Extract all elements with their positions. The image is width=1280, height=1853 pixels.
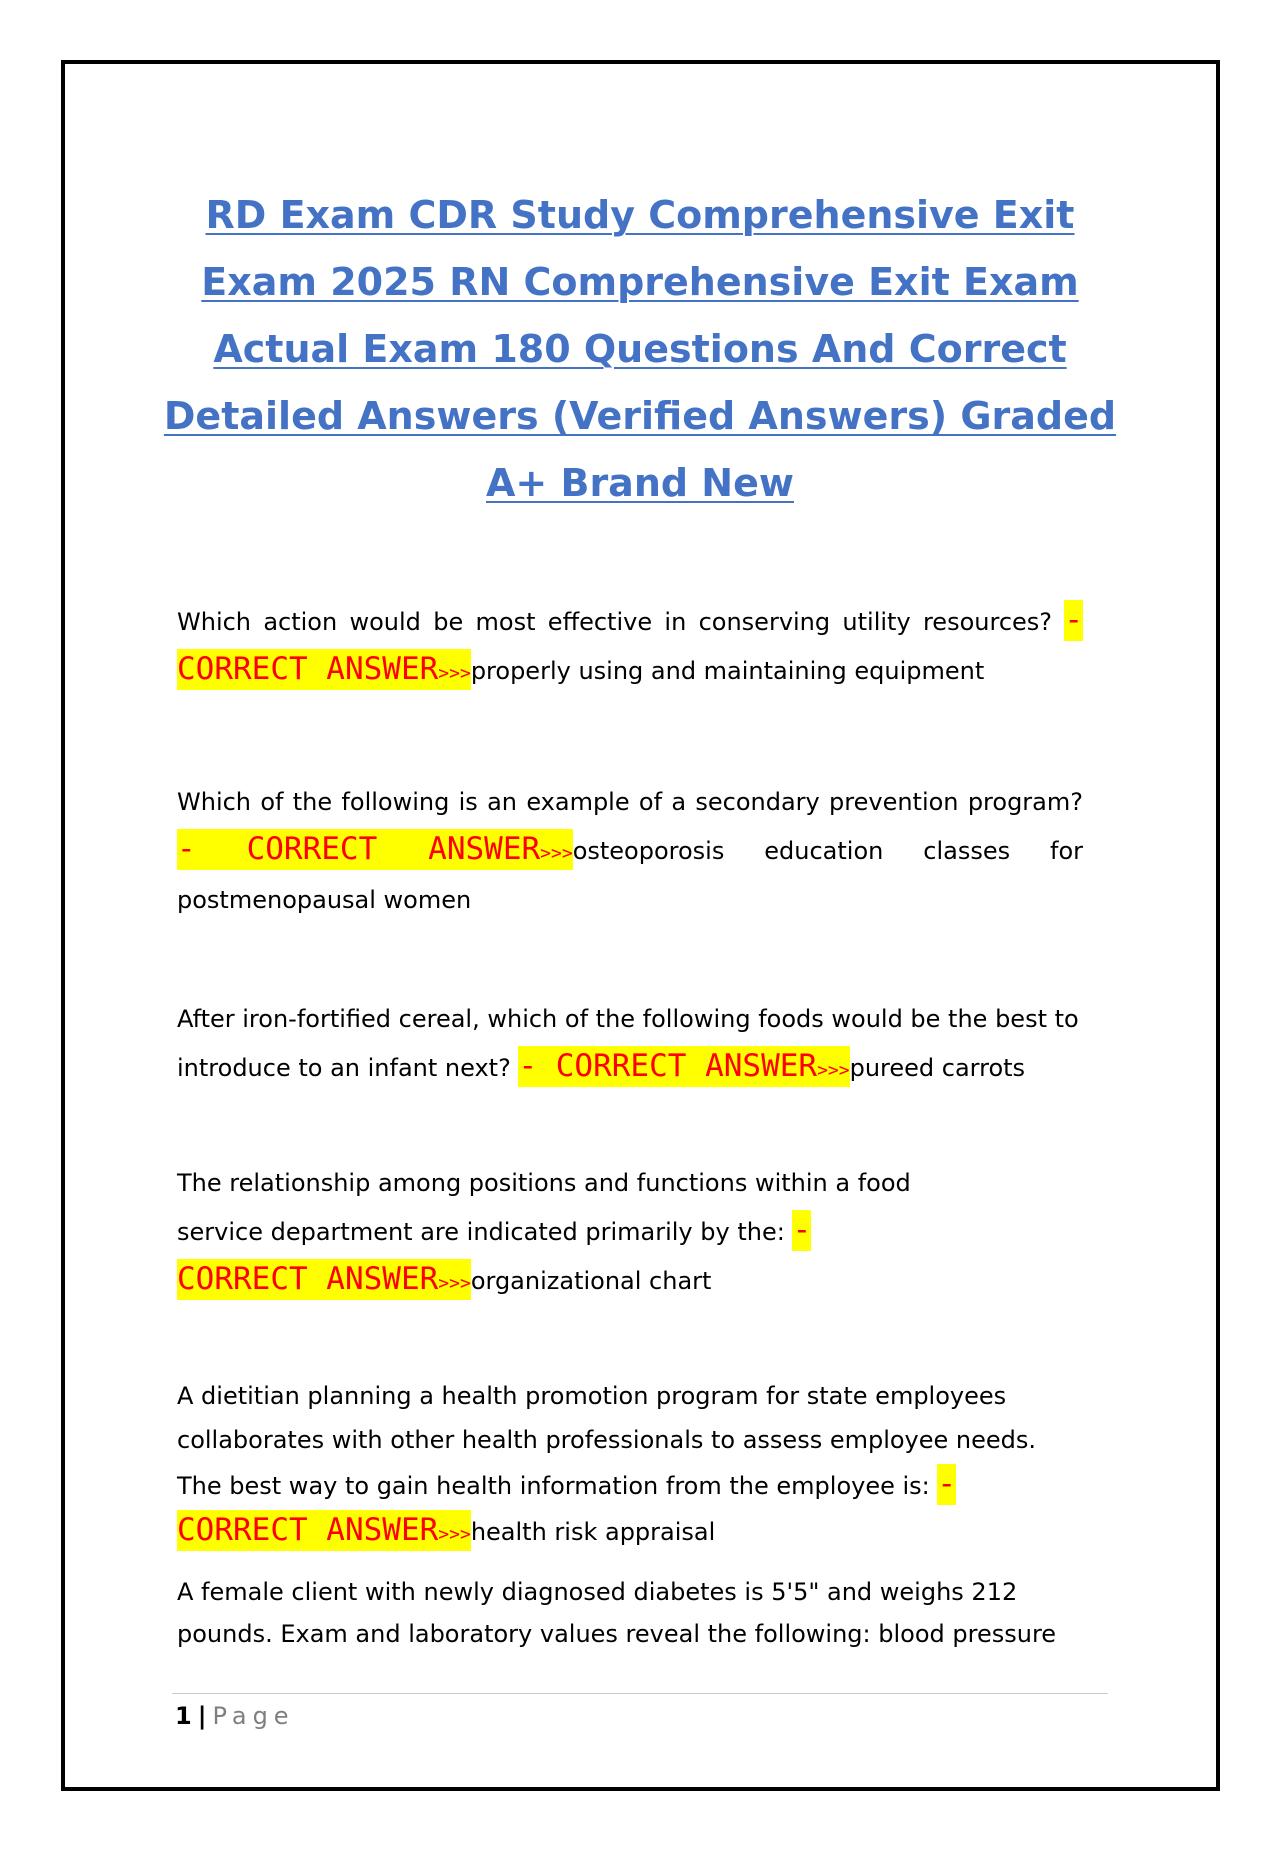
question-text: The relationship among positions and functions within a food service department are indicated primarily by the: (177, 1169, 911, 1246)
question-text: A female client with newly diagnosed diabetes is 5'5" and weighs 212 pounds. Exam and laboratory values reveal the following: blood pressure (177, 1578, 1057, 1648)
answer-text: organizational chart (470, 1267, 712, 1295)
answer-text: pureed carrots (849, 1054, 1026, 1082)
page-number: 1 (175, 1702, 192, 1730)
correct-answer-marker: - CORRECT ANSWER>>> (518, 1046, 849, 1087)
question-text: A dietitian planning a health promotion program for state employees collaborates with other health professionals to assess employee needs. The best way to gain health information from the employee is: (177, 1382, 1037, 1500)
document-title (150, 182, 1130, 517)
answer-text: osteoporosis education classes for postmenopausal women (177, 837, 1083, 914)
correct-answer-marker: - CORRECT ANSWER>>> (177, 829, 573, 870)
footer-separator: | (197, 1702, 207, 1730)
qa-item-2 (177, 779, 1083, 924)
page-footer (175, 1702, 295, 1730)
page-label: Page (212, 1702, 295, 1730)
correct-answer-marker: - CORRECT ANSWER>>> (177, 1210, 811, 1300)
correct-answer-marker: - CORRECT ANSWER>>> (177, 1464, 956, 1551)
document-title-text: RD Exam CDR Study Comprehensive Exit Exam 2025 RN Comprehensive Exit Exam Actual Exam 180 Questions And Correct Detailed Answers (Verified Answers) Graded A+ Brand New (163, 193, 1117, 505)
question-text: Which action would be most effective in conserving utility resources? (177, 608, 1065, 636)
qa-item-5 (177, 1374, 1083, 1557)
question-text: Which of the following is an example of a secondary prevention program? (177, 788, 1083, 816)
qa-item-1 (177, 597, 1083, 697)
footer-divider (172, 1693, 1108, 1694)
question-text: After iron-fortified cereal, which of the following foods would be the best to introduce to an infant next? (177, 1005, 1079, 1082)
answer-text: properly using and maintaining equipment (470, 657, 985, 685)
qa-item-6-partial (177, 1571, 1083, 1655)
qa-item-4 (177, 1160, 917, 1307)
qa-item-3 (177, 996, 1083, 1094)
correct-answer-marker: - CORRECT ANSWER>>> (177, 600, 1083, 690)
answer-text: health risk appraisal (470, 1518, 716, 1546)
